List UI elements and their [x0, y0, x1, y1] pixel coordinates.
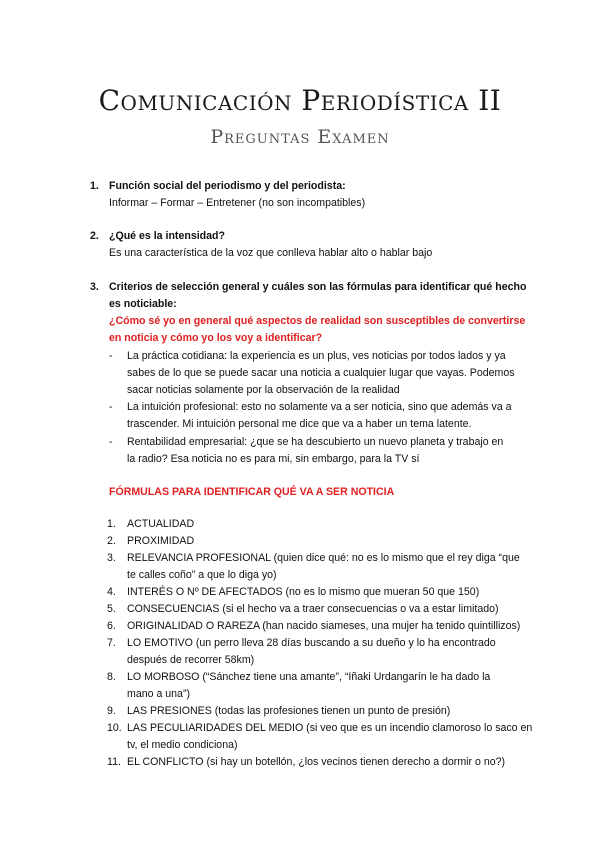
highlight-question-line: ¿Cómo sé yo en general qué aspectos de realidad son susceptibles de convertirse — [109, 315, 526, 327]
formula-number: 11. — [107, 756, 121, 768]
bullet-line: trascender. Mi intuición personal me dice que va a haber un tema latente. — [127, 418, 472, 430]
formula-number: 7. — [107, 637, 116, 649]
formula-line: RELEVANCIA PROFESIONAL (quien dice qué: no es lo mismo que el rey diga “que — [127, 552, 520, 564]
question-number: 2. — [90, 230, 99, 242]
formula-line: tv, el medio condiciona) — [127, 739, 238, 751]
bullet-line: la radio? Esa noticia no es para mi, sin embargo, para la TV sí — [127, 453, 420, 465]
bullet-line: Rentabilidad empresarial: ¿que se ha descubierto un nuevo planeta y trabajo en — [127, 436, 504, 448]
bullet-line: La intuición profesional: esto no solamente va a ser noticia, sino que además va a — [127, 401, 512, 413]
formula-number: 4. — [107, 586, 116, 598]
formula-number: 3. — [107, 552, 116, 564]
question-answer: Es una característica de la voz que conlleva hablar alto o hablar bajo — [109, 247, 433, 259]
question-answer: Informar – Formar – Entretener (no son incompatibles) — [109, 197, 366, 209]
bullet-line: sabes de lo que se puede sacar una noticia a cualquier lugar que vayas. Podemos — [127, 367, 515, 379]
formula-line: ACTUALIDAD — [127, 518, 195, 530]
question-title: ¿Qué es la intensidad? — [109, 230, 225, 242]
formula-line: LAS PECULIARIDADES DEL MEDIO (si veo que es un incendio clamoroso lo saco en — [127, 722, 533, 734]
highlight-question-line: en noticia y cómo yo los voy a identificar? — [109, 332, 323, 344]
formula-number: 10. — [107, 722, 122, 734]
bullet-line: sacar noticias solamente por la observación de la realidad — [127, 384, 400, 396]
bullet-dash: - — [109, 350, 113, 362]
formula-line: ORIGINALIDAD O RAREZA (han nacido siameses, una mujer ha tenido quintillizos) — [127, 620, 521, 632]
formula-number: 2. — [107, 535, 116, 547]
formula-number: 8. — [107, 671, 116, 683]
bullet-line: La práctica cotidiana: la experiencia es un plus, ves noticias por todos lados y ya — [127, 350, 506, 362]
question-title-line: es noticiable: — [109, 298, 177, 310]
section-heading: FÓRMULAS PARA IDENTIFICAR QUÉ VA A SER NOTICIA — [109, 486, 395, 498]
formula-line: después de recorrer 58km) — [127, 654, 255, 666]
formula-line: EL CONFLICTO (si hay un botellón, ¿los vecinos tienen derecho a dormir o no?) — [127, 756, 506, 768]
formula-line: LO MORBOSO (“Sánchez tiene una amante”, “Iñaki Urdangarín le ha dado la — [127, 671, 491, 683]
question-number: 1. — [90, 180, 99, 192]
bullet-dash: - — [109, 436, 113, 448]
formula-line: PROXIMIDAD — [127, 535, 195, 547]
document-subtitle: Preguntas Examen — [210, 126, 390, 148]
formula-number: 9. — [107, 705, 116, 717]
formula-number: 6. — [107, 620, 116, 632]
bullet-dash: - — [109, 401, 113, 413]
question-number: 3. — [90, 281, 99, 293]
formula-line: LAS PRESIONES (todas las profesiones tienen un punto de presión) — [127, 705, 451, 717]
question-title-line: Criterios de selección general y cuáles son las fórmulas para identificar qué hecho — [109, 281, 527, 293]
formula-line: te calles coño” a que lo diga yo) — [127, 569, 277, 581]
formula-number: 5. — [107, 603, 116, 615]
formula-line: mano a una”) — [127, 688, 191, 700]
formula-line: INTERÉS O Nº DE AFECTADOS (no es lo mismo que mueran 50 que 150) — [127, 586, 480, 598]
question-title: Función social del periodismo y del periodista: — [109, 180, 346, 192]
formula-line: LO EMOTIVO (un perro lleva 28 días buscando a su dueño y lo ha encontrado — [127, 637, 496, 649]
document-title: Comunicación Periodística II — [98, 84, 502, 117]
formula-line: CONSECUENCIAS (si el hecho va a traer consecuencias o va a estar limitado) — [127, 603, 499, 615]
formula-number: 1. — [107, 518, 116, 530]
